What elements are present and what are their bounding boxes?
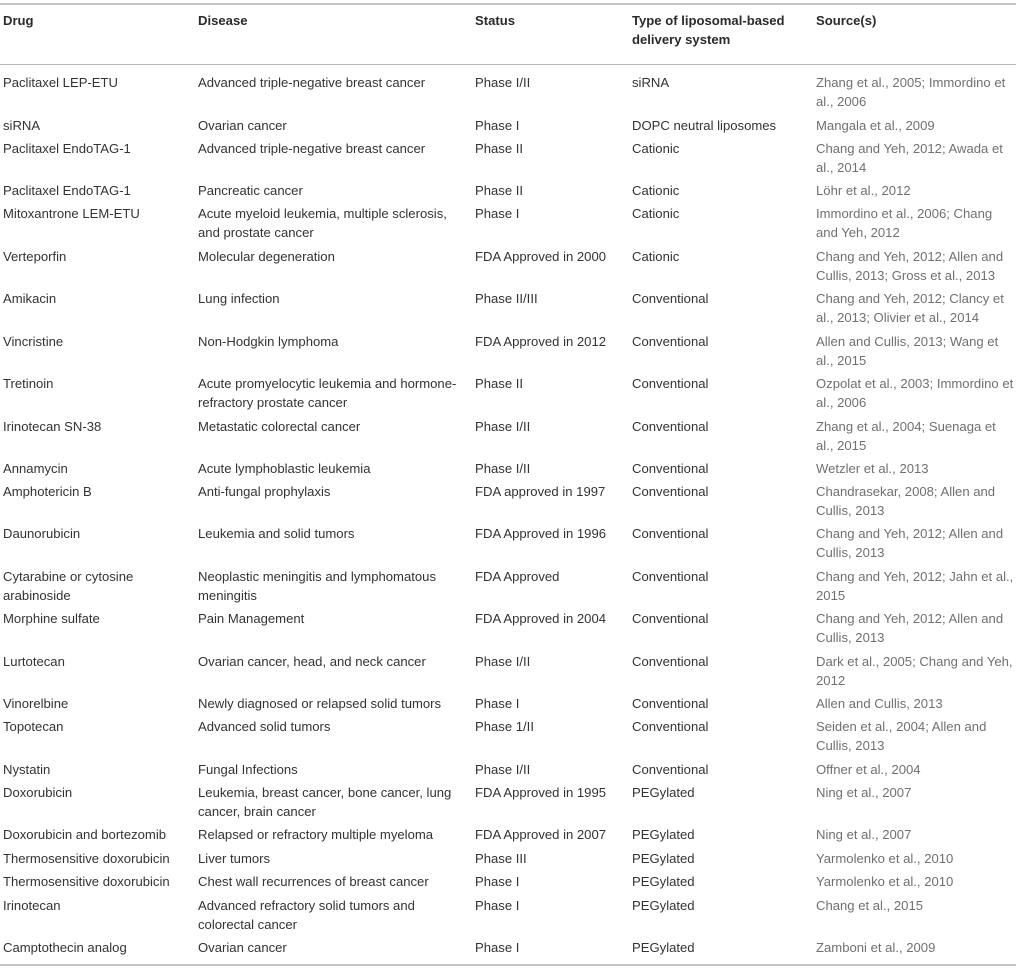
table-bottom-rule xyxy=(0,964,1016,966)
cell-sources: Chang and Yeh, 2012; Allen and Cullis, 2013; Gross et al., 2013 xyxy=(816,249,1004,283)
cell-sources: Yarmolenko et al., 2010 xyxy=(816,874,954,889)
cell-delivery-system: Conventional xyxy=(632,376,709,391)
cell-drug: Irinotecan SN-38 xyxy=(3,419,102,434)
cell-disease: Pain Management xyxy=(198,611,305,626)
cell-disease: Ovarian cancer, head, and neck cancer xyxy=(198,654,426,669)
cell-delivery-system: DOPC neutral liposomes xyxy=(632,118,777,133)
cell-disease: Ovarian cancer xyxy=(198,118,287,133)
cell-sources: Chang and Yeh, 2012; Awada et al., 2014 xyxy=(816,141,1003,175)
cell-drug: Amphotericin B xyxy=(3,484,92,499)
cell-sources: Ning et al., 2007 xyxy=(816,827,912,842)
cell-disease: Leukemia, breast cancer, bone cancer, lung cancer, brain cancer xyxy=(198,785,452,819)
cell-sources: Ozpolat et al., 2003; Immordino et al., 2006 xyxy=(816,376,1014,410)
cell-sources: Ning et al., 2007 xyxy=(816,785,912,800)
cell-drug: Verteporfin xyxy=(3,249,67,264)
cell-delivery-system: Conventional xyxy=(632,526,709,541)
cell-disease: Relapsed or refractory multiple myeloma xyxy=(198,827,434,842)
cell-sources: Chang and Yeh, 2012; Clancy et al., 2013; Olivier et al., 2014 xyxy=(816,291,1004,325)
cell-drug: Mitoxantrone LEM-ETU xyxy=(3,206,140,221)
cell-status: Phase II xyxy=(475,376,524,391)
header-drug: Drug xyxy=(3,13,34,28)
cell-status: FDA Approved xyxy=(475,569,560,584)
cell-drug: Camptothecin analog xyxy=(3,940,127,955)
cell-status: Phase II xyxy=(475,141,524,156)
cell-disease: Liver tumors xyxy=(198,851,271,866)
cell-sources: Chandrasekar, 2008; Allen and Cullis, 2013 xyxy=(816,484,996,518)
cell-disease: Leukemia and solid tumors xyxy=(198,526,355,541)
cell-drug: Paclitaxel LEP-ETU xyxy=(3,75,118,90)
cell-status: Phase I xyxy=(475,940,520,955)
cell-disease: Neoplastic meningitis and lymphomatous meningitis xyxy=(198,569,436,603)
header-disease: Disease xyxy=(198,13,248,28)
cell-delivery-system: Cationic xyxy=(632,183,680,198)
cell-disease: Acute promyelocytic leukemia and hormone-refractory prostate cancer xyxy=(198,376,457,410)
cell-delivery-system: Conventional xyxy=(632,484,709,499)
table-top-rule xyxy=(0,3,1016,5)
cell-delivery-system: Cationic xyxy=(632,249,680,264)
cell-status: Phase II xyxy=(475,183,524,198)
cell-disease: Advanced refractory solid tumors and colorectal cancer xyxy=(198,898,415,932)
cell-drug: Tretinoin xyxy=(3,376,54,391)
table-header-rule xyxy=(0,64,1016,65)
cell-drug: Doxorubicin xyxy=(3,785,73,800)
cell-drug: Morphine sulfate xyxy=(3,611,100,626)
cell-drug: Paclitaxel EndoTAG-1 xyxy=(3,183,131,198)
cell-drug: Nystatin xyxy=(3,762,51,777)
cell-delivery-system: siRNA xyxy=(632,75,670,90)
cell-drug: Annamycin xyxy=(3,461,68,476)
cell-delivery-system: Conventional xyxy=(632,719,709,734)
cell-status: Phase II/III xyxy=(475,291,538,306)
cell-delivery-system: Conventional xyxy=(632,419,709,434)
cell-sources: Allen and Cullis, 2013 xyxy=(816,696,943,711)
cell-delivery-system: PEGylated xyxy=(632,898,695,913)
cell-disease: Metastatic colorectal cancer xyxy=(198,419,361,434)
cell-disease: Pancreatic cancer xyxy=(198,183,303,198)
cell-sources: Zamboni et al., 2009 xyxy=(816,940,936,955)
cell-status: Phase I xyxy=(475,874,520,889)
cell-delivery-system: Conventional xyxy=(632,696,709,711)
cell-drug: siRNA xyxy=(3,118,41,133)
cell-drug: Cytarabine or cytosine arabinoside xyxy=(3,569,134,603)
cell-drug: Paclitaxel EndoTAG-1 xyxy=(3,141,131,156)
cell-drug: Thermosensitive doxorubicin xyxy=(3,851,170,866)
cell-sources: Chang and Yeh, 2012; Allen and Cullis, 2013 xyxy=(816,526,1004,560)
cell-disease: Advanced triple-negative breast cancer xyxy=(198,141,426,156)
cell-delivery-system: PEGylated xyxy=(632,874,695,889)
cell-sources: Löhr et al., 2012 xyxy=(816,183,911,198)
cell-disease: Advanced solid tumors xyxy=(198,719,331,734)
cell-status: FDA Approved in 2007 xyxy=(475,827,607,842)
cell-status: Phase I/II xyxy=(475,419,531,434)
cell-sources: Yarmolenko et al., 2010 xyxy=(816,851,954,866)
cell-status: FDA approved in 1997 xyxy=(475,484,606,499)
cell-disease: Fungal Infections xyxy=(198,762,298,777)
cell-drug: Thermosensitive doxorubicin xyxy=(3,874,170,889)
cell-status: FDA Approved in 1995 xyxy=(475,785,607,800)
cell-drug: Topotecan xyxy=(3,719,64,734)
cell-disease: Acute myeloid leukemia, multiple sclerosis, and prostate cancer xyxy=(198,206,447,240)
cell-sources: Wetzler et al., 2013 xyxy=(816,461,929,476)
cell-disease: Chest wall recurrences of breast cancer xyxy=(198,874,429,889)
cell-drug: Daunorubicin xyxy=(3,526,81,541)
cell-status: Phase III xyxy=(475,851,527,866)
cell-sources: Chang and Yeh, 2012; Allen and Cullis, 2013 xyxy=(816,611,1004,645)
cell-status: Phase I/II xyxy=(475,654,531,669)
header-sources: Source(s) xyxy=(816,13,877,28)
cell-delivery-system: Conventional xyxy=(632,762,709,777)
cell-status: FDA Approved in 1996 xyxy=(475,526,607,541)
cell-disease: Non-Hodgkin lymphoma xyxy=(198,334,339,349)
cell-delivery-system: PEGylated xyxy=(632,851,695,866)
cell-status: Phase I/II xyxy=(475,75,531,90)
cell-disease: Advanced triple-negative breast cancer xyxy=(198,75,426,90)
cell-drug: Vinorelbine xyxy=(3,696,69,711)
cell-status: Phase I xyxy=(475,696,520,711)
cell-status: Phase I xyxy=(475,206,520,221)
cell-sources: Mangala et al., 2009 xyxy=(816,118,935,133)
cell-status: FDA Approved in 2000 xyxy=(475,249,607,264)
cell-delivery-system: Conventional xyxy=(632,461,709,476)
cell-disease: Molecular degeneration xyxy=(198,249,335,264)
cell-disease: Anti-fungal prophylaxis xyxy=(198,484,331,499)
cell-sources: Zhang et al., 2004; Suenaga et al., 2015 xyxy=(816,419,996,453)
cell-sources: Chang and Yeh, 2012; Jahn et al., 2015 xyxy=(816,569,1014,603)
cell-status: Phase I xyxy=(475,898,520,913)
cell-disease: Newly diagnosed or relapsed solid tumors xyxy=(198,696,442,711)
cell-drug: Amikacin xyxy=(3,291,57,306)
cell-status: Phase 1/II xyxy=(475,719,534,734)
cell-status: FDA Approved in 2012 xyxy=(475,334,607,349)
cell-delivery-system: Conventional xyxy=(632,291,709,306)
cell-delivery-system: PEGylated xyxy=(632,785,695,800)
cell-drug: Vincristine xyxy=(3,334,64,349)
cell-status: Phase I xyxy=(475,118,520,133)
header-delivery-system: Type of liposomal-based delivery system xyxy=(632,13,785,47)
cell-drug: Lurtotecan xyxy=(3,654,65,669)
cell-sources: Immordino et al., 2006; Chang and Yeh, 2012 xyxy=(816,206,993,240)
cell-delivery-system: Conventional xyxy=(632,569,709,584)
cell-delivery-system: Conventional xyxy=(632,334,709,349)
cell-delivery-system: Conventional xyxy=(632,654,709,669)
cell-sources: Allen and Cullis, 2013; Wang et al., 2015 xyxy=(816,334,999,368)
cell-disease: Lung infection xyxy=(198,291,280,306)
cell-delivery-system: Conventional xyxy=(632,611,709,626)
cell-sources: Zhang et al., 2005; Immordino et al., 2006 xyxy=(816,75,1006,109)
cell-drug: Irinotecan xyxy=(3,898,61,913)
cell-drug: Doxorubicin and bortezomib xyxy=(3,827,167,842)
cell-delivery-system: PEGylated xyxy=(632,940,695,955)
header-status: Status xyxy=(475,13,516,28)
cell-sources: Dark et al., 2005; Chang and Yeh, 2012 xyxy=(816,654,1013,688)
cell-sources: Offner et al., 2004 xyxy=(816,762,921,777)
cell-delivery-system: Cationic xyxy=(632,206,680,221)
cell-disease: Acute lymphoblastic leukemia xyxy=(198,461,371,476)
cell-delivery-system: Cationic xyxy=(632,141,680,156)
cell-status: Phase I/II xyxy=(475,762,531,777)
cell-delivery-system: PEGylated xyxy=(632,827,695,842)
cell-sources: Chang et al., 2015 xyxy=(816,898,924,913)
cell-sources: Seiden et al., 2004; Allen and Cullis, 2013 xyxy=(816,719,987,753)
cell-status: Phase I/II xyxy=(475,461,531,476)
cell-disease: Ovarian cancer xyxy=(198,940,287,955)
cell-status: FDA Approved in 2004 xyxy=(475,611,607,626)
